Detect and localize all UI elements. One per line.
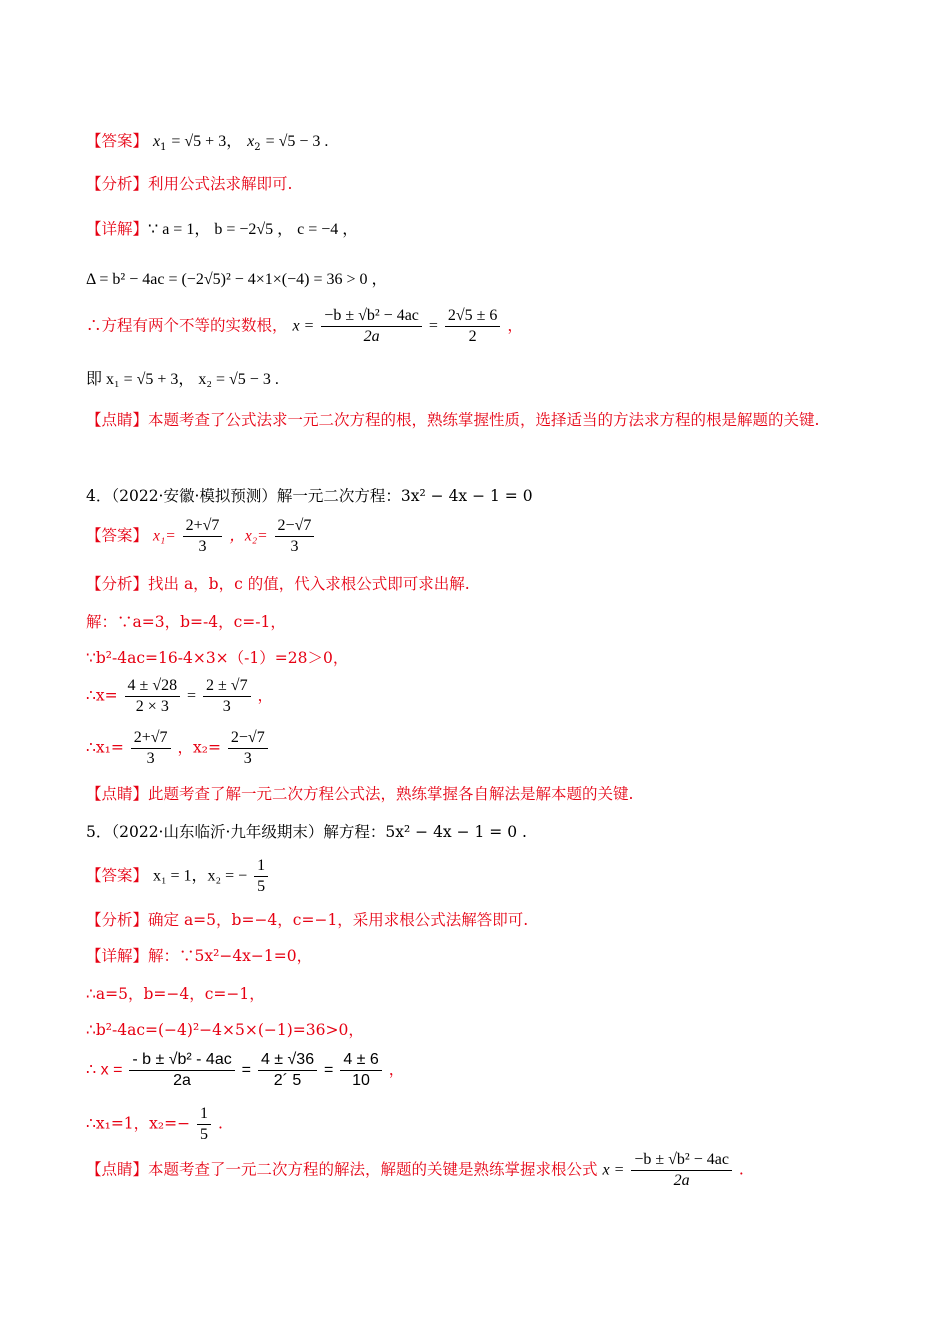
- step3-tail: ，: [388, 1060, 405, 1079]
- step3-line-5: ∴ x = $\frac{\text{- b ± √b² - 4ac}}{2a}$ = $\frac{4 \pm √36}{2´ 5}$ = $\frac{4 \pm 6}{10}$ ，: [86, 1051, 405, 1089]
- step4-tail: .: [217, 1114, 223, 1133]
- formula-denominator: 2a: [363, 328, 380, 345]
- step3-numerator-1: 4 ± √28: [125, 676, 181, 697]
- step4-line-4: [86, 728, 270, 769]
- step4-denominator-2: 3: [243, 750, 252, 767]
- x1-numerator: 2+√7: [183, 516, 223, 537]
- x2-denominator: 3: [290, 538, 299, 555]
- step3-denominator-2: 2´ 5: [273, 1072, 302, 1089]
- step3-fraction-2: [203, 676, 251, 717]
- analysis-line-5: [86, 908, 528, 930]
- answer-line-3: [86, 128, 328, 153]
- analysis-tag: 【分析】: [86, 175, 149, 193]
- x2-fraction: [275, 516, 315, 557]
- step3-numerator-2: 2 ± √7: [203, 676, 251, 697]
- sub-2: 2: [254, 142, 261, 154]
- step2-line-4: ∵b²-4ac=16-4×3×（-1）=28＞0，: [86, 649, 349, 667]
- result-numerator: 2√5 ± 6: [445, 306, 501, 327]
- x1-label: x₁=: [152, 527, 176, 545]
- step4-line-5: [86, 1104, 223, 1145]
- step1-line-4: 解：∵a=3，b=-4，c=-1，: [86, 613, 286, 631]
- comment-formula-x: x =: [602, 1161, 625, 1179]
- answer-text: x₁ = 1，x₂ = −: [152, 867, 248, 885]
- comment-text: 本题考查了公式法求一元二次方程的根，熟练掌握性质，选择适当的方法求方程的根是解题的关键.: [148, 411, 820, 429]
- question-5: 5．（2022·山东临沂·九年级期末）解方程：5x² − 4x − 1 = 0 .: [86, 823, 527, 841]
- answer-x1-value: = √5 + 3，: [171, 133, 243, 150]
- comment-denominator: 2a: [673, 1172, 690, 1189]
- answer-x1-var: x: [152, 133, 161, 150]
- comment-line-5: [86, 1150, 744, 1191]
- x1-denominator: 3: [198, 538, 207, 555]
- step3-fraction-3: [340, 1050, 381, 1091]
- detail-tag: 【详解】: [86, 220, 149, 238]
- answer-numerator: 1: [254, 856, 268, 877]
- step3-denominator-1: 2a: [173, 1072, 191, 1089]
- step4-numerator-2: 2−√7: [228, 728, 268, 749]
- step4-denominator-1: 3: [146, 750, 155, 767]
- analysis-tag: 【分析】: [86, 575, 149, 593]
- x1-fraction: [183, 516, 223, 557]
- step1-line-5: ∴a=5，b=−4，c=−1，: [86, 985, 265, 1003]
- step3-denominator-1: 2 × 3: [135, 698, 169, 715]
- x2-numerator: 2−√7: [275, 516, 315, 537]
- delta-line-3: Δ = b² − 4ac = (−2√5)² − 4×1×(−4) = 36 > 0 ，: [86, 271, 388, 288]
- step3-label: ∴ x =: [86, 1061, 123, 1079]
- analysis-line-3: [86, 172, 292, 194]
- step3-numerator-3: 4 ± 6: [340, 1050, 381, 1071]
- step3-fraction-1: [129, 1050, 234, 1091]
- final-line-3: 即 x₁ = √5 + 3， x₂ = √5 − 3 .: [86, 371, 279, 388]
- analysis-tag: 【分析】: [86, 911, 149, 929]
- analysis-text: 找出 a，b，c 的值，代入求根公式即可求出解.: [148, 575, 470, 593]
- answer-tag: 【答案】: [86, 526, 149, 545]
- step4-fraction-1: [131, 728, 171, 769]
- step3-fraction-1: [125, 676, 181, 717]
- analysis-text: 确定 a=5，b=−4，c=−1，采用求根公式法解答即可.: [148, 911, 529, 929]
- step3-fraction-2: [258, 1050, 317, 1091]
- comment-text: 此题考查了解一元二次方程公式法，熟练掌握各自解法是解本题的关键.: [148, 785, 634, 803]
- comment-tag: 【点睛】: [86, 785, 149, 803]
- comment-numerator: −b ± √b² − 4ac: [631, 1150, 732, 1171]
- analysis-line-4: [86, 572, 470, 594]
- detail-line-5: [86, 944, 312, 966]
- comment-tag: 【点睛】: [86, 1160, 149, 1179]
- step3-line-4: ∴x= $\frac{4 \pm √28}{2 \times 3}$ = $\frac{2 \pm √7}{3}$ ，: [86, 677, 274, 715]
- step4-fraction: [197, 1104, 211, 1145]
- answer-line-5: [86, 856, 270, 897]
- step4-numerator-1: 2+√7: [131, 728, 171, 749]
- answer-line-4: [86, 516, 316, 557]
- step3-tail: ，: [257, 686, 274, 705]
- step3-numerator-1: - b ± √b² - 4ac: [129, 1050, 234, 1071]
- formula-numerator: −b ± √b² − 4ac: [321, 306, 422, 327]
- answer-denominator: 5: [257, 878, 266, 895]
- answer-tag: 【答案】: [86, 132, 149, 150]
- detail-line-3: [86, 216, 358, 239]
- roots-line-3: ∴方程有两个不等的实数根， x = $\frac{\text{−b ± √b² − 4ac}}{2a}$ = $\frac{2√5 \pm 6}{2}$ ，: [86, 307, 523, 345]
- tail-comma: ，: [507, 316, 523, 335]
- step4-numerator: 1: [197, 1104, 211, 1125]
- x2-label: ，x₂=: [229, 527, 268, 545]
- question-4: 4．（2022·安徽·模拟预测）解一元二次方程：3x² − 4x − 1 = 0: [86, 487, 533, 505]
- step4-mid: ，x₂=: [177, 738, 221, 757]
- comment-formula-fraction: [631, 1150, 732, 1191]
- answer-x2-var: x: [247, 133, 255, 150]
- formula-x: x =: [292, 317, 315, 335]
- quadratic-formula-fraction: [321, 306, 422, 347]
- step3-numerator-2: 4 ± √36: [258, 1050, 317, 1071]
- sub-1: 1: [160, 142, 167, 154]
- step3-denominator-2: 3: [222, 698, 231, 715]
- detail-text: ∵ a = 1， b = −2√5 ， c = −4 ，: [148, 221, 359, 238]
- comment-text: 本题考查了一元二次方程的解法，解题的关键是熟练掌握求根公式: [148, 1160, 598, 1179]
- roots-text: ∴方程有两个不等的实数根，: [86, 316, 288, 335]
- detail-text: 解：∵5x²−4x−1=0，: [148, 947, 313, 965]
- comment-line-4: [86, 782, 633, 804]
- step4-label: ∴x₁=1，x₂=−: [86, 1114, 191, 1133]
- comment-block-3: [86, 402, 866, 438]
- step2-line-5: ∴b²-4ac=(−4)²−4×5×(−1)=36>0，: [86, 1021, 364, 1039]
- answer-fraction: [254, 856, 268, 897]
- answer-x2-value: = √5 − 3 .: [265, 133, 329, 150]
- step3-label: ∴x=: [86, 686, 118, 705]
- step4-fraction-2: [228, 728, 268, 769]
- comment-tag: 【点睛】: [86, 411, 149, 429]
- comment-tail: .: [738, 1160, 744, 1179]
- step4-denominator: 5: [200, 1126, 209, 1143]
- formula-result-fraction: [445, 306, 501, 347]
- step3-denominator-3: 10: [352, 1072, 370, 1089]
- step4-label: ∴x₁=: [86, 738, 124, 757]
- detail-tag: 【详解】: [86, 947, 149, 965]
- result-denominator: 2: [468, 328, 477, 345]
- answer-tag: 【答案】: [86, 866, 149, 885]
- analysis-text: 利用公式法求解即可.: [148, 175, 293, 193]
